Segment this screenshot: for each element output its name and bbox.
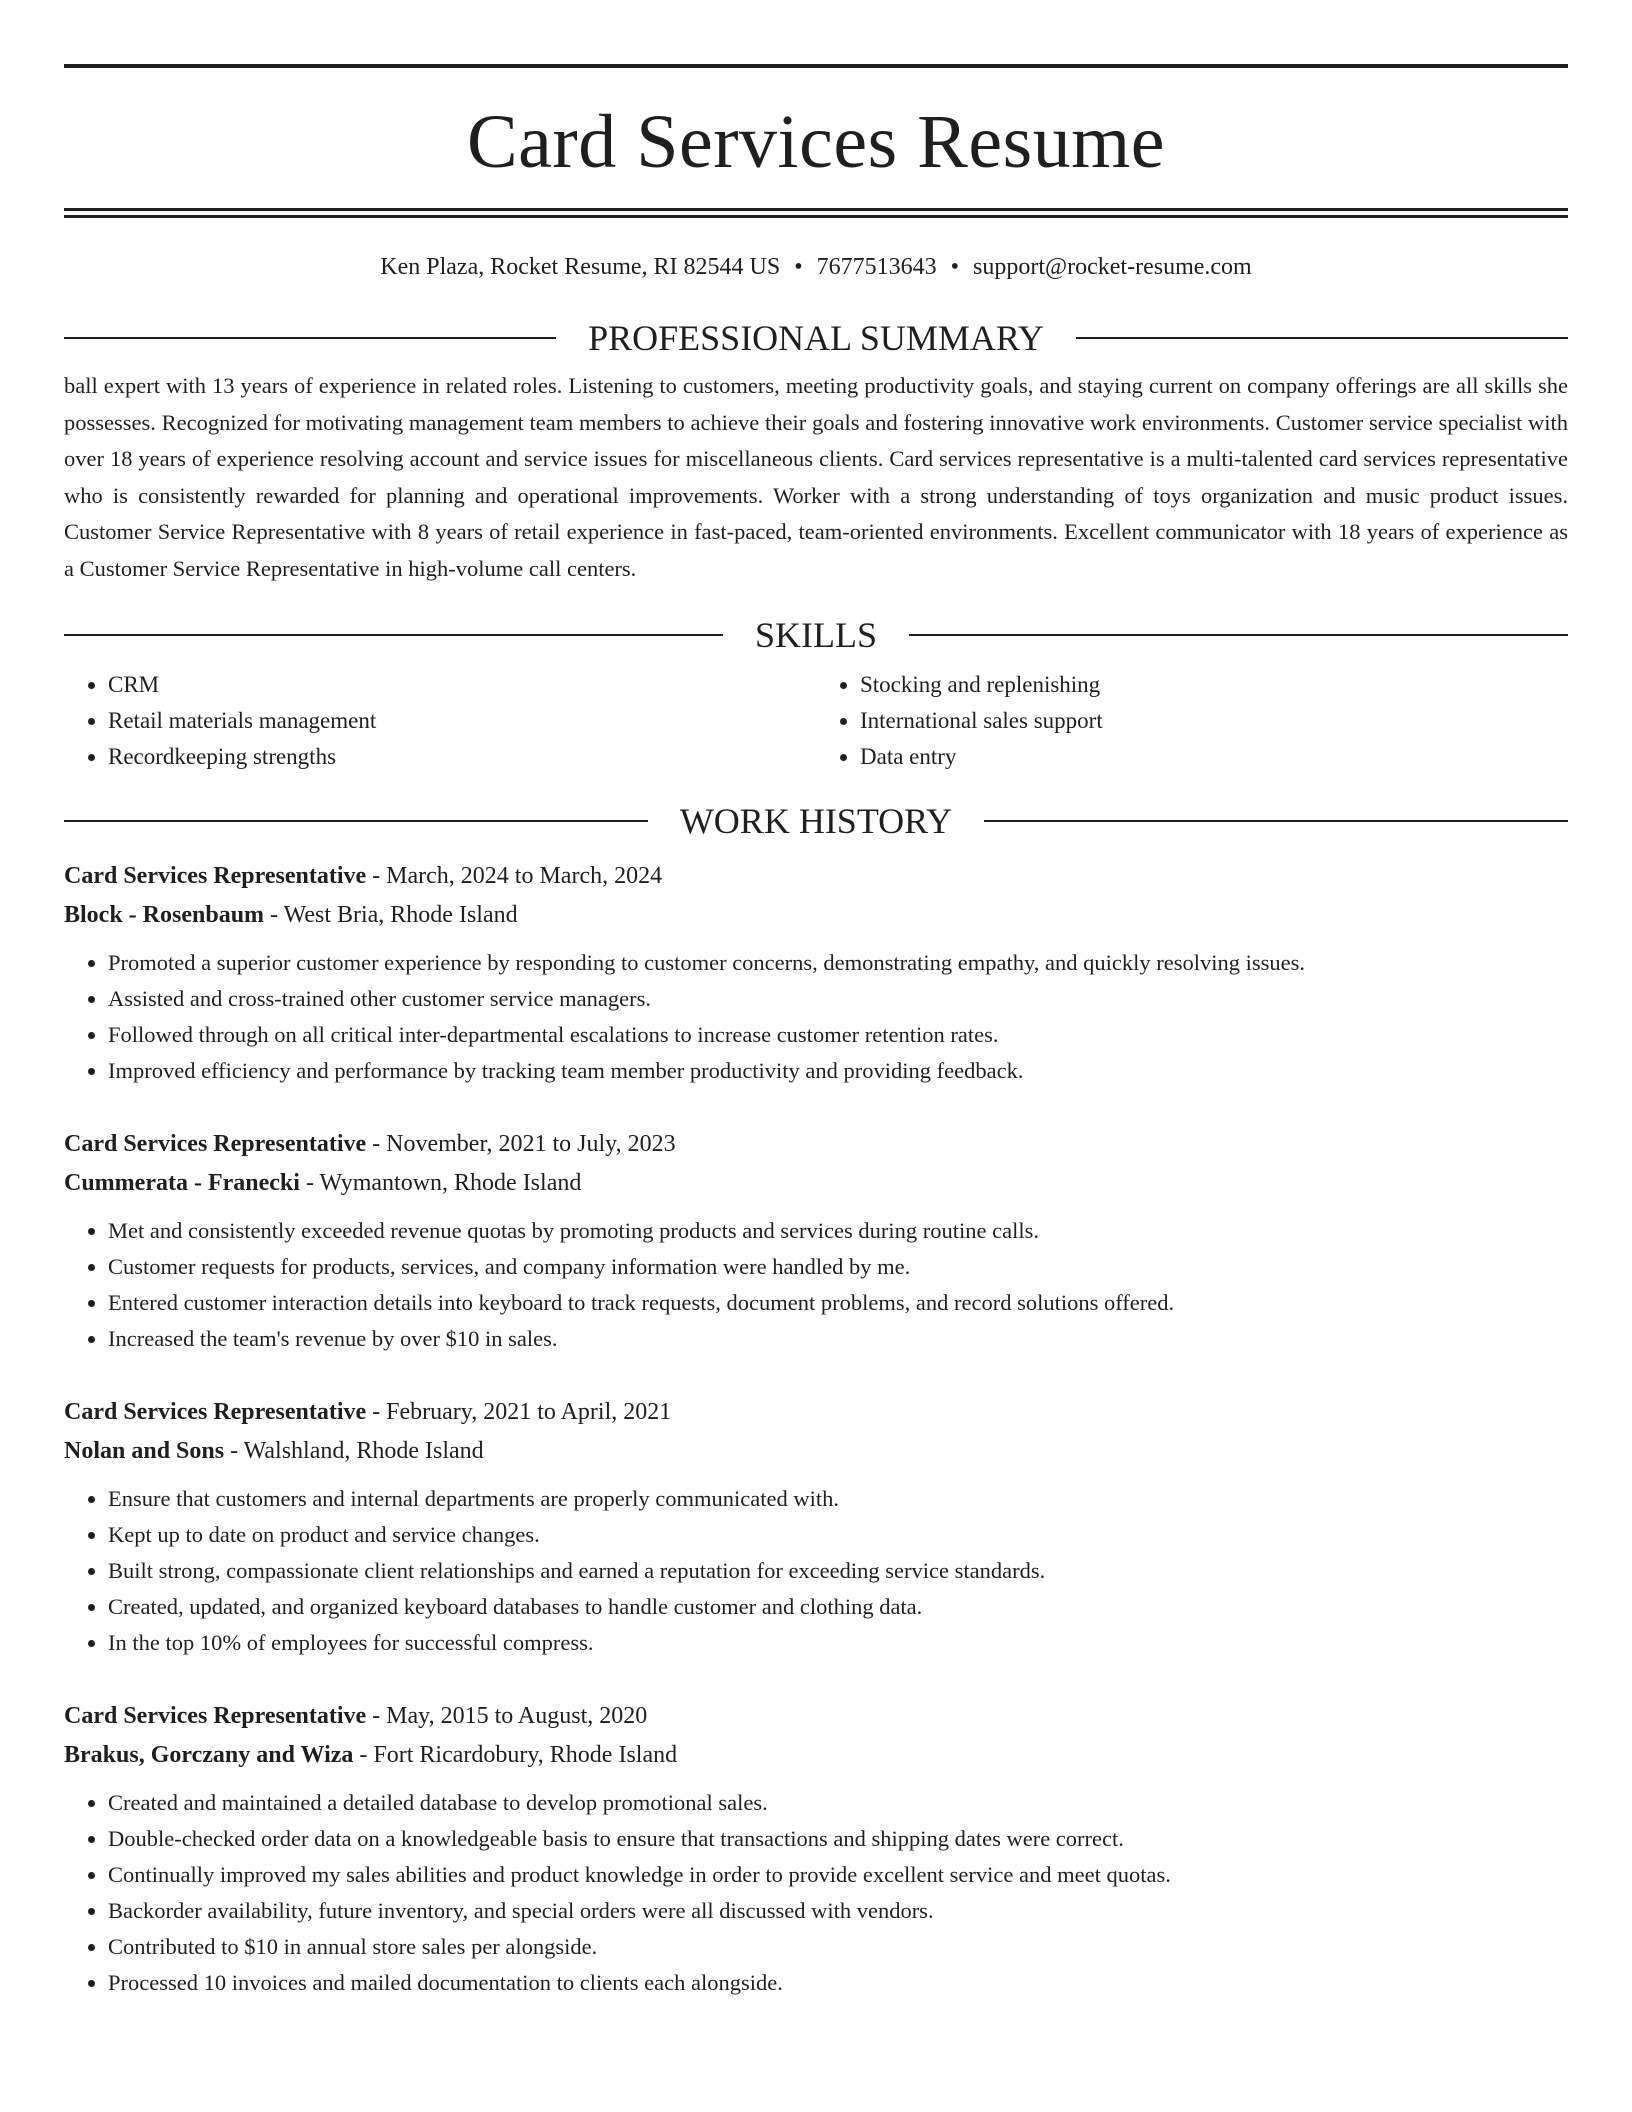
skill-item: • Data entry	[860, 739, 1568, 775]
job-bullet: • Processed 10 invoices and mailed documentation to clients each alongside.	[108, 1965, 1568, 2001]
job-location: - West Bria, Rhode Island	[264, 902, 518, 928]
title-double-rule	[64, 208, 1568, 218]
job-title: Card Services Representative	[64, 863, 367, 889]
job-location: - Walshland, Rhode Island	[224, 1438, 484, 1464]
job-bullets	[64, 1785, 1568, 2001]
job-bullets	[64, 1481, 1568, 1661]
job-company-line	[64, 1432, 1568, 1471]
job-company: Block - Rosenbaum	[64, 902, 265, 928]
job-company-line	[64, 896, 1568, 935]
job-entry	[64, 1393, 1568, 1661]
work-heading-label: WORK HISTORY	[679, 801, 953, 841]
job-bullet: • Followed through on all critical inter-departmental escalations to increase customer retention rates.	[108, 1017, 1568, 1053]
job-bullet: • Entered customer interaction details into keyboard to track requests, document problems, and record solutions offered.	[108, 1285, 1568, 1321]
summary-text: ball expert with 13 years of experience in related roles. Listening to customers, meeting productivity goals, and staying current on company offerings are all skills she possesses. Recognized for motivating management team members to achieve their goals and fostering innovative work environments. Customer service specialist with over 18 years of experience resolving account and service issues for miscellaneous clients. Card services representative is a multi-talented card services representative who is consistently rewarded for planning and operational improvements. Worker with a strong understanding of toys organization and music product issues. Customer Service Representative with 8 years of retail experience in fast-paced, team-oriented environments. Excellent communicator with 18 years of experience as a Customer Service Representative in high-volume call centers.	[64, 373, 1568, 581]
heading-rule-left	[64, 634, 723, 636]
summary-heading-label: PROFESSIONAL SUMMARY	[588, 318, 1044, 358]
job-location: - Wymantown, Rhode Island	[299, 1170, 582, 1196]
page-title: Card Services Resume	[466, 100, 1166, 184]
job-bullet: • Improved efficiency and performance by tracking team member productivity and providing feedback.	[108, 1053, 1568, 1089]
job-dates: - March, 2024 to March, 2024	[366, 863, 663, 889]
job-bullet: • Contributed to $10 in annual store sales per alongside.	[108, 1929, 1568, 1965]
skills-list	[64, 667, 1568, 775]
job-title-line	[64, 1125, 1568, 1164]
job-bullets	[64, 945, 1568, 1089]
job-company-line	[64, 1164, 1568, 1203]
job-company-line	[64, 1736, 1568, 1775]
job-entry	[64, 857, 1568, 1089]
skill-item: • Stocking and replenishing	[860, 667, 1568, 703]
job-bullet: • Assisted and cross-trained other customer service managers.	[108, 981, 1568, 1017]
contact-line	[64, 254, 1568, 284]
job-title: Card Services Representative	[64, 1703, 367, 1729]
job-bullet: • Backorder availability, future inventory, and special orders were all discussed with vendors.	[108, 1893, 1568, 1929]
contact-phone: 7677513643	[816, 254, 937, 280]
job-bullet: • Increased the team's revenue by over $10 in sales.	[108, 1321, 1568, 1357]
job-location: - Fort Ricardobury, Rhode Island	[353, 1742, 678, 1768]
job-dates: - February, 2021 to April, 2021	[366, 1399, 672, 1425]
job-title: Card Services Representative	[64, 1131, 367, 1157]
heading-rule-left	[64, 820, 648, 822]
skill-item: • CRM	[108, 667, 816, 703]
job-company: Cummerata - Franecki	[64, 1170, 300, 1196]
heading-rule-left	[64, 337, 556, 339]
job-title-line	[64, 1697, 1568, 1736]
job-bullet: • Customer requests for products, services, and company information were handled by me.	[108, 1249, 1568, 1285]
job-bullet: • Continually improved my sales abilities and product knowledge in order to provide excellent service and meet quotas.	[108, 1857, 1568, 1893]
top-rule	[64, 64, 1568, 68]
summary-heading	[64, 320, 1568, 356]
contact-address: Ken Plaza, Rocket Resume, RI 82544 US	[380, 254, 781, 280]
skills-heading-label: SKILLS	[755, 615, 878, 655]
job-dates: - May, 2015 to August, 2020	[366, 1703, 648, 1729]
job-bullet: • Built strong, compassionate client relationships and earned a reputation for exceeding service standards.	[108, 1553, 1568, 1589]
heading-rule-right	[909, 634, 1568, 636]
job-bullets	[64, 1213, 1568, 1357]
job-title-line	[64, 1393, 1568, 1432]
job-company: Nolan and Sons	[64, 1438, 225, 1464]
job-bullet: • Met and consistently exceeded revenue quotas by promoting products and services during routine calls.	[108, 1213, 1568, 1249]
job-title-line	[64, 857, 1568, 896]
resume-page	[64, 64, 1568, 2001]
heading-rule-right	[984, 820, 1568, 822]
job-bullet: • Created, updated, and organized keyboard databases to handle customer and clothing data.	[108, 1589, 1568, 1625]
skills-heading	[64, 617, 1568, 653]
job-bullet: • Double-checked order data on a knowledgeable basis to ensure that transactions and shipping dates were correct.	[108, 1821, 1568, 1857]
contact-separator: •	[794, 254, 803, 280]
job-title: Card Services Representative	[64, 1399, 367, 1425]
contact-email: support@rocket-resume.com	[973, 254, 1252, 280]
job-entry	[64, 1697, 1568, 2001]
job-entry	[64, 1125, 1568, 1357]
skill-item: • International sales support	[860, 703, 1568, 739]
job-bullet: • Ensure that customers and internal departments are properly communicated with.	[108, 1481, 1568, 1517]
heading-rule-right	[1076, 337, 1568, 339]
skills-column-right	[816, 667, 1568, 775]
skills-column-left	[64, 667, 816, 775]
job-bullet: • Promoted a superior customer experience by responding to customer concerns, demonstrating empathy, and quickly resolving issues.	[108, 945, 1568, 981]
job-bullet: • Created and maintained a detailed database to develop promotional sales.	[108, 1785, 1568, 1821]
skill-item: • Retail materials management	[108, 703, 816, 739]
job-dates: - November, 2021 to July, 2023	[366, 1131, 676, 1157]
work-heading	[64, 803, 1568, 839]
contact-separator: •	[950, 254, 960, 280]
job-company: Brakus, Gorczany and Wiza	[64, 1742, 354, 1768]
job-bullet: • Kept up to date on product and service changes.	[108, 1517, 1568, 1553]
skill-item: • Recordkeeping strengths	[108, 739, 816, 775]
job-bullet: • In the top 10% of employees for successful compress.	[108, 1625, 1568, 1661]
